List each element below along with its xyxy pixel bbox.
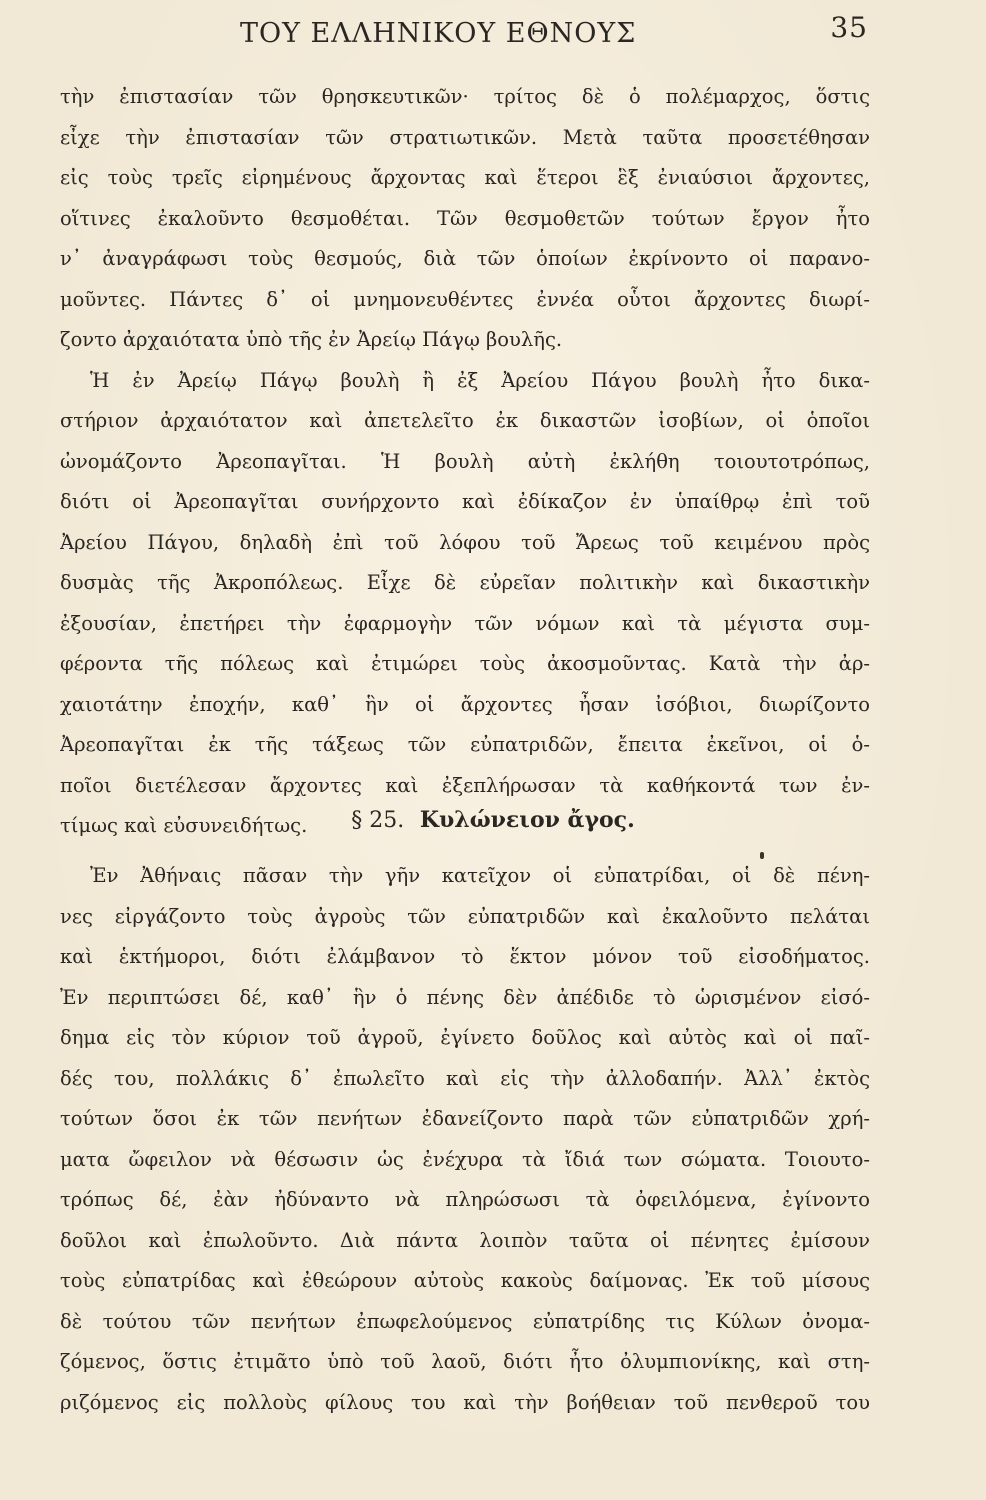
- text-line: χαιοτάτην ἐποχήν, καθ᾽ ἣν οἱ ἄρχοντες ἦσαν ἰσόβιοι, διωρίζοντο: [60, 692, 870, 716]
- text-line: ματα ὤφειλον νὰ θέσωσιν ὡς ἐνέχυρα τὰ ἴδιά των σώματα. Τοιουτο-: [60, 1147, 870, 1171]
- text-line: τίμως καὶ εὐσυνειδήτως.: [60, 814, 308, 837]
- text-line: εἶχε τὴν ἐπιστασίαν τῶν στρατιωτικῶν. Μετὰ ταῦτα προσετέθησαν: [60, 125, 870, 149]
- text-line: Ἀρείου Πάγου, δηλαδὴ ἐπὶ τοῦ λόφου τοῦ Ἄρεως τοῦ κειμένου πρὸς: [60, 530, 870, 554]
- text-line: ριζόμενος εἰς πολλοὺς φίλους του καὶ τὴν βοήθειαν τοῦ πενθεροῦ του: [60, 1390, 870, 1414]
- text-line: δημα εἰς τὸν κύριον τοῦ ἀγροῦ, ἐγίνετο δοῦλος καὶ αὐτὸς καὶ οἱ παῖ-: [60, 1026, 870, 1049]
- text-line: δυσμὰς τῆς Ἀκροπόλεως. Εἶχε δὲ εὐρεῖαν πολιτικὴν καὶ δικαστικὴν: [60, 571, 870, 594]
- section-heading: [0, 800, 986, 840]
- section-number: § 25.: [351, 808, 405, 833]
- running-head-title: ΤΟΥ ΕΛΛΗΝΙΚΟΥ ΕΘΝΟΥΣ: [240, 18, 637, 49]
- text-line: Ἐν περιπτώσει δέ, καθ᾽ ἣν ὁ πένης δὲν ἀπέδιδε τὸ ὡρισμένον εἰσό-: [60, 985, 870, 1009]
- section-title: Κυλώνειον ἄγος.: [419, 807, 635, 833]
- text-line: εἰς τοὺς τρεῖς εἰρημένους ἄρχοντας καὶ ἕτεροι ἓξ ἐνιαύσιοι ἄρχοντες,: [60, 166, 870, 189]
- body-text-top: [60, 77, 870, 847]
- text-line: φέροντα τῆς πόλεως καὶ ἐτιμώρει τοὺς ἀκοσμοῦντας. Κατὰ τὴν ἀρ-: [60, 652, 870, 675]
- text-line: ποῖοι διετέλεσαν ἄρχοντες καὶ ἐξεπλήρωσαν τὰ καθήκοντά των ἐν-: [60, 773, 870, 797]
- text-line: δὲ τούτου τῶν πενήτων ἐπωφελούμενος εὐπατρίδης τις Κύλων ὀνομα-: [60, 1309, 870, 1333]
- text-line: ζοντο ἀρχαιότατα ὑπὸ τῆς ἐν Ἀρείῳ Πάγῳ βουλῆς.: [60, 328, 563, 351]
- text-line: νες εἰργάζοντο τοὺς ἀγροὺς τῶν εὐπατριδῶν καὶ ἐκαλοῦντο πελάται: [60, 904, 870, 928]
- text-line: διότι οἱ Ἀρεοπαγῖται συνήρχοντο καὶ ἐδίκαζον ἐν ὑπαίθρῳ ἐπὶ τοῦ: [60, 490, 870, 513]
- page-number: 35: [830, 11, 868, 44]
- text-line: δές του, πολλάκις δ᾽ ἐπωλεῖτο καὶ εἰς τὴν ἀλλοδαπήν. Ἀλλ᾽ ἐκτὸς: [60, 1066, 870, 1090]
- text-line: ζόμενος, ὅστις ἐτιμᾶτο ὑπὸ τοῦ λαοῦ, διότι ἦτο ὀλυμπιονίκης, καὶ στη-: [60, 1350, 870, 1373]
- text-line: τοὺς εὐπατρίδας καὶ ἐθεώρουν αὐτοὺς κακοὺς δαίμονας. Ἐκ τοῦ μίσους: [60, 1269, 870, 1292]
- body-text-bottom: [60, 856, 870, 1423]
- text-line: ἐξουσίαν, ἐπετήρει τὴν ἐφαρμογὴν τῶν νόμων καὶ τὰ μέγιστα συμ-: [60, 611, 870, 635]
- text-line: τὴν ἐπιστασίαν τῶν θρησκευτικῶν· τρίτος δὲ ὁ πολέμαρχος, ὅστις: [60, 85, 870, 108]
- text-line: Ἀρεοπαγῖται ἐκ τῆς τάξεως τῶν εὐπατριδῶν, ἔπειτα ἐκεῖνοι, οἱ ὁ-: [60, 733, 870, 756]
- text-line: δοῦλοι καὶ ἐπωλοῦντο. Διὰ πάντα λοιπὸν ταῦτα οἱ πένητες ἐμίσουν: [60, 1228, 870, 1252]
- running-head: [240, 11, 868, 54]
- text-line: τρόπως δέ, ἐὰν ἠδύναντο νὰ πληρώσωσι τὰ ὀφειλόμενα, ἐγίνοντο: [60, 1188, 870, 1211]
- text-line: τούτων ὅσοι ἐκ τῶν πενήτων ἐδανείζοντο παρὰ τῶν εὐπατριδῶν χρή-: [60, 1107, 870, 1130]
- text-line: μοῦντες. Πάντες δ᾽ οἱ μνημονευθέντες ἐννέα οὗτοι ἄρχοντες διωρί-: [60, 287, 870, 311]
- text-line: οἵτινες ἐκαλοῦντο θεσμοθέται. Τῶν θεσμοθετῶν τούτων ἔργον ἦτο: [60, 206, 870, 230]
- text-line: Ἡ ἐν Ἀρείῳ Πάγῳ βουλὴ ἢ ἐξ Ἀρείου Πάγου βουλὴ ἦτο δικα-: [90, 368, 870, 392]
- text-line: Ἐν Ἀθήναις πᾶσαν τὴν γῆν κατεῖχον οἱ εὐπατρίδαι, οἱ δὲ πένη-: [90, 864, 870, 887]
- text-line: ν᾽ ἀναγράφωσι τοὺς θεσμούς, διὰ τῶν ὁποίων ἐκρίνοντο οἱ παρανο-: [60, 247, 870, 270]
- text-line: καὶ ἑκτήμοροι, διότι ἐλάμβανον τὸ ἕκτον μόνον τοῦ εἰσοδήματος.: [60, 945, 870, 968]
- text-line: στήριον ἀρχαιότατον καὶ ἀπετελεῖτο ἐκ δικαστῶν ἰσοβίων, οἱ ὁποῖοι: [60, 409, 870, 432]
- text-line: ὠνομάζοντο Ἀρεοπαγῖται. Ἡ βουλὴ αὐτὴ ἐκλήθη τοιουτοτρόπως,: [60, 449, 870, 473]
